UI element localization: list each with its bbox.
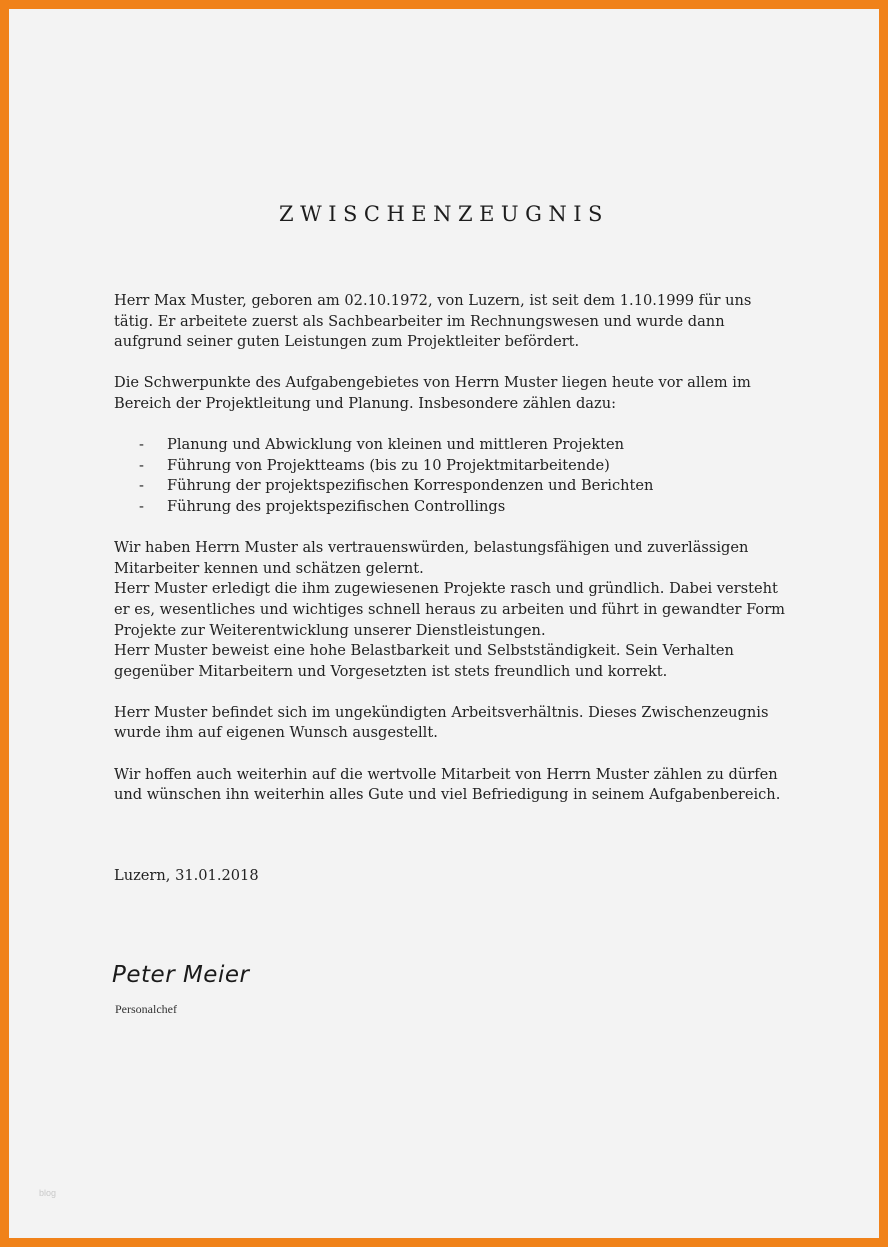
behavior-paragraph: Herr Muster beweist eine hohe Belastbarkeit und Selbstständigkeit. Sein Verhalten gegenüber Mitarbeitern und Vorgesetzten ist stets freundlich und korrekt. [114, 642, 734, 680]
list-item: - Führung von Projektteams (bis zu 10 Projektmitarbeitende) [139, 456, 610, 474]
intro-paragraph: Herr Max Muster, geboren am 02.10.1972, von Luzern, ist seit dem 1.10.1999 für uns tätig. Er arbeitete zuerst als Sachbearbeiter im Rechnungswesen und wurde dann aufgrund seiner guten Leistungen zum Projektleiter befördert. [114, 292, 752, 351]
signature: Peter Meier [112, 962, 250, 988]
list-item: - Führung der projektspezifischen Korrespondenzen und Berichten [139, 477, 654, 495]
task-list [114, 435, 794, 517]
document-body [114, 291, 794, 806]
document-page [9, 9, 879, 1238]
place-date: Luzern, 31.01.2018 [114, 867, 259, 884]
status-paragraph: Herr Muster befindet sich im ungekündigten Arbeitsverhältnis. Dieses Zwischenzeugnis wurde ihm auf eigenen Wunsch ausgestellt. [114, 703, 769, 742]
signer-role: Personalchef [115, 1002, 177, 1016]
list-item: - Führung des projektspezifischen Controllings [139, 497, 506, 515]
list-item: - Planung und Abwicklung von kleinen und mittleren Projekten [139, 436, 625, 454]
closing-paragraph: Wir hoffen auch weiterhin auf die wertvolle Mitarbeit von Herrn Muster zählen zu dürfen und wünschen ihn weiterhin alles Gute und viel Befriedigung in seinem Aufgabenbereich. [114, 765, 781, 804]
assessment-paragraph: Wir haben Herrn Muster als vertrauenswürden, belastungsfähigen und zuverlässigen Mitarbeiter kennen und schätzen gelernt. [114, 539, 749, 577]
watermark: blog [39, 1188, 57, 1198]
focus-paragraph: Die Schwerpunkte des Aufgabengebietes von Herrn Muster liegen heute vor allem im Bereich der Projektleitung und Planung. Insbesondere zählen dazu: [114, 374, 751, 412]
work-paragraph: Herr Muster erledigt die ihm zugewiesenen Projekte rasch und gründlich. Dabei versteht er es, wesentliches und wichtiges schnell heraus zu arbeiten und führt in gewandter Form Projekte zur Weiterentwicklung unserer Dienstleistungen. [114, 580, 786, 639]
document-title: ZWISCHENZEUGNIS [279, 202, 609, 226]
